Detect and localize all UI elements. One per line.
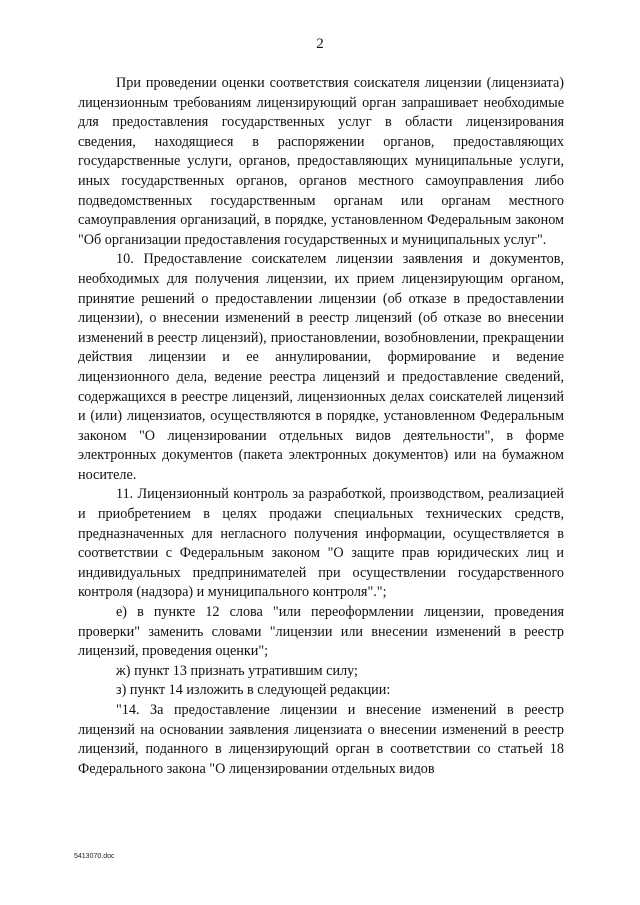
document-body <box>78 74 564 779</box>
paragraph: "14. За предоставление лицензии и внесение изменений в реестр лицензий на основании заявления лицензиата о внесении изменений в реестр лицензий, поданного в лицензирующий орган в соответствии со статьей 18 Федерального закона "О лицензировании отдельных видов <box>78 702 564 777</box>
paragraph: 11. Лицензионный контроль за разработкой, производством, реализацией и приобретением в целях продажи специальных технических средств, предназначенных для негласного получения информации, осуществляется в соответствии с Федеральным законом "О защите прав юридических лиц и индивидуальных предпринимателей при осуществлении государственного контроля (надзора) и муниципального контроля"."; <box>78 486 564 601</box>
paragraph: ж) пункт 13 признать утратившим силу; <box>116 662 359 679</box>
footer-file-code: 5413070.doc <box>74 853 115 860</box>
page-number: 2 <box>316 36 324 52</box>
paragraph: з) пункт 14 изложить в следующей редакции: <box>116 682 391 699</box>
paragraph: 10. Предоставление соискателем лицензии заявления и документов, необходимых для получения лицензии, их прием лицензирующим органом, принятие решений о предоставлении лицензии (об отказе в предоставлении лицензии), о внесении изменений в реестр лицензий (об отказе во внесении изменений в реестр лицензий), приостановлении, возобновлении, прекращении действия лицензии и ее аннулировании, формирование и ведение лицензионного дела, ведение реестра лицензий и предоставление сведений, содержащихся в реестре лицензий, лицензионных делах соискателей лицензий и (или) лицензиатов, осуществляются в порядке, установленном Федеральным законом "О лицензировании отдельных видов деятельности", в форме электронных документов (пакета электронных документов) или на бумажном носителе. <box>78 251 564 483</box>
paragraph: При проведении оценки соответствия соискателя лицензии (лицензиата) лицензионным требованиям лицензирующий орган запрашивает необходимые для предоставления государственных услуг в области лицензирования сведения, находящиеся в распоряжении органов, предоставляющих государственные услуги, органов, предоставляющих муниципальные услуги, иных государственных органов, органов местного самоуправления либо подведомственных государственным органам или органам местного самоуправления организаций, в порядке, установленном Федеральным законом "Об организации предоставления государственных и муниципальных услуг". <box>78 75 564 248</box>
paragraph: е) в пункте 12 слова "или переоформлении лицензии, проведения проверки" заменить словами "лицензии или внесении изменений в реестр лицензий, проведения оценки"; <box>78 604 564 660</box>
